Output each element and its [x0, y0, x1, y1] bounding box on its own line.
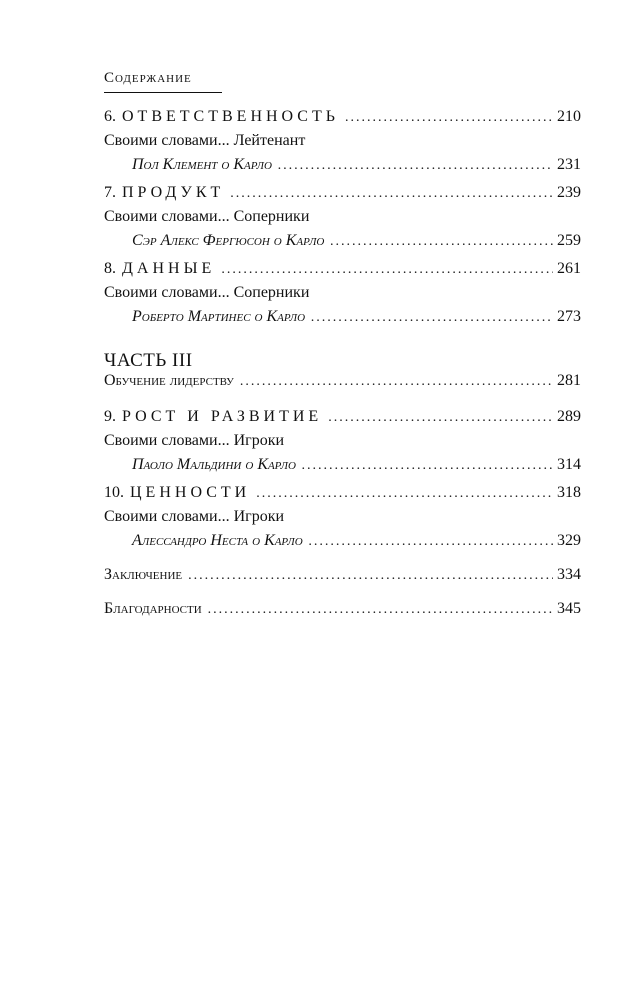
toc-entry-essay[interactable] — [132, 156, 581, 178]
leader-dots — [302, 458, 553, 474]
page-number: 259 — [557, 232, 581, 249]
leader-dots — [311, 310, 553, 326]
leader-dots — [221, 262, 553, 278]
page-number: 273 — [557, 308, 581, 325]
entry-title: Благодарности — [104, 600, 202, 617]
running-head-rule — [104, 92, 222, 93]
toc-subheading — [104, 432, 581, 454]
leader-dots — [240, 374, 553, 390]
entry-title: Обучение лидерству — [104, 372, 234, 389]
toc-entry-essay[interactable] — [132, 232, 581, 254]
leader-dots — [330, 234, 553, 250]
toc-subheading — [104, 208, 581, 230]
leader-dots — [278, 158, 553, 174]
subheading-text: Своими словами... Лейтенант — [104, 132, 306, 149]
leader-dots — [188, 568, 553, 584]
leader-dots — [328, 410, 553, 426]
subheading-text: Своими словами... Игроки — [104, 432, 285, 449]
toc-subheading — [104, 132, 581, 154]
chapter-number: 7. — [104, 184, 116, 201]
toc-entry-chapter-6[interactable] — [104, 108, 581, 130]
page-number: 261 — [557, 260, 581, 277]
toc-entry-essay[interactable] — [132, 532, 581, 554]
leader-dots — [230, 186, 553, 202]
page-number: 281 — [557, 372, 581, 389]
toc-subheading — [104, 284, 581, 306]
page-number: 329 — [557, 532, 581, 549]
subheading-text: Своими словами... Соперники — [104, 284, 310, 301]
chapter-title: ПРОДУКТ — [122, 184, 225, 201]
leader-dots — [208, 602, 553, 618]
chapter-title: РОСТ И РАЗВИТИЕ — [122, 408, 323, 425]
toc-entry-essay[interactable] — [132, 456, 581, 478]
leader-dots — [345, 110, 553, 126]
toc-entry-chapter-7[interactable] — [104, 184, 581, 206]
leader-dots — [256, 486, 553, 502]
toc-entry-part-intro[interactable] — [104, 372, 581, 394]
leader-dots — [309, 534, 553, 550]
running-head: Содержание — [104, 70, 192, 86]
page-number: 231 — [557, 156, 581, 173]
page-number: 345 — [557, 600, 581, 617]
toc-entry-acknowledgements[interactable] — [104, 600, 581, 622]
essay-title: Сэр Алекс Фергюсон о Карло — [132, 232, 325, 249]
chapter-number: 6. — [104, 108, 116, 125]
part-heading: ЧАСТЬ III — [104, 350, 193, 371]
subheading-text: Своими словами... Игроки — [104, 508, 285, 525]
toc-subheading — [104, 508, 581, 530]
chapter-title: ДАННЫЕ — [122, 260, 216, 277]
toc-page — [104, 0, 581, 1000]
page-number: 314 — [557, 456, 581, 473]
essay-title: Алессандро Неста о Карло — [132, 532, 303, 549]
chapter-number: 9. — [104, 408, 116, 425]
toc-entry-conclusion[interactable] — [104, 566, 581, 588]
toc-entry-essay[interactable] — [132, 308, 581, 330]
chapter-title: ЦЕННОСТИ — [130, 484, 251, 501]
essay-title: Роберто Мартинес о Карло — [132, 308, 306, 325]
chapter-title: ОТВЕТСТВЕННОСТЬ — [122, 108, 339, 125]
chapter-number: 10. — [104, 484, 124, 501]
toc-entry-chapter-8[interactable] — [104, 260, 581, 282]
entry-title: Заключение — [104, 566, 183, 583]
essay-title: Пол Клемент о Карло — [132, 156, 272, 173]
page-number: 289 — [557, 408, 581, 425]
chapter-number: 8. — [104, 260, 116, 277]
toc-entry-chapter-10[interactable] — [104, 484, 581, 506]
subheading-text: Своими словами... Соперники — [104, 208, 310, 225]
page-number: 239 — [557, 184, 581, 201]
page-number: 318 — [557, 484, 581, 501]
essay-title: Паоло Мальдини о Карло — [132, 456, 296, 473]
toc-entry-chapter-9[interactable] — [104, 408, 581, 430]
page-number: 334 — [557, 566, 581, 583]
page-number: 210 — [557, 108, 581, 125]
